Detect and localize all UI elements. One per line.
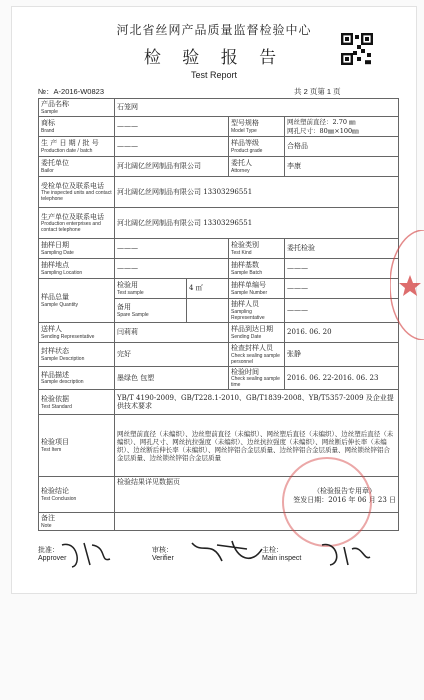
row-sender: [39, 322, 399, 342]
value-production-date: ———: [115, 137, 229, 157]
value-bailor: 河北阔亿丝网制品有限公司: [115, 157, 229, 177]
label-bailor: 委托单位 Bailor: [39, 157, 115, 177]
label-quantity: 样品总量 Sample Quantity: [39, 279, 115, 323]
label-model: 型号规格 Model Type: [229, 117, 285, 137]
value-sampling-date: ———: [115, 239, 229, 259]
side-seal: [390, 230, 424, 340]
value-production-unit: 河北阔亿丝网制品有限公司 13303296551: [115, 208, 399, 239]
label-brand: 商标 Brand: [39, 117, 115, 137]
row-product: [39, 99, 399, 117]
report-subtitle: Test Report: [190, 70, 238, 80]
label-check-time: 检验时间 Check sealing sample time: [229, 366, 285, 390]
label-sender: 送样人 Sending Representative: [39, 322, 115, 342]
value-standard: YB/T 4190-2009、GB/T228.1-2010、GB/T1839-2008、YB/T5357-2009 及企业提供技术要求: [115, 390, 399, 415]
label-sampling-location: 抽样地点 Sampling Location: [39, 259, 115, 279]
value-inspected-unit: 河北阔亿丝网制品有限公司 13303296551: [115, 177, 399, 208]
issue-date: 签发日期：2016 年 06 月 23 日: [293, 495, 397, 504]
value-test-kind: 委托检验: [285, 239, 399, 259]
label-production-unit: 生产单位及联系电话 Production enterprises and contact telephone: [39, 208, 115, 239]
approver-label: 批准： Approver: [38, 547, 67, 562]
row-sampling-date: [39, 239, 399, 259]
report-sheet: [11, 6, 417, 594]
label-test-kind: 检验类别 Test Kind: [229, 239, 285, 259]
value-spare-sample: [187, 299, 229, 323]
verifier-label: 审核： Verifier: [152, 547, 174, 562]
inspector-label: 主检： Main inspect: [262, 547, 302, 562]
label-note: 备注 Note: [39, 513, 115, 531]
value-items: 网丝塑前直径（未编织）、边丝塑前直径（未编织）、网丝塑后直径（未编织）、边丝塑后直径（未编织）、网孔尺寸、网丝抗拉强度（未编织）、边丝抗拉强度（未编织）、网丝断后伸长率（未编织）、边丝断后伸长率（未编织）、网丝锌铝合金层质量、边丝锌铝合金层质量、网丝锁丝锌铝合金层质量、边丝锁丝锌铝合金层质量: [115, 415, 399, 477]
label-spare-sample: 备用 Spare Sample: [115, 299, 187, 323]
label-test-sample: 检验用 Test sample: [115, 279, 187, 299]
value-attorney: 李康: [285, 157, 399, 177]
label-standard: 检验依据 Test Standard: [39, 390, 115, 415]
label-sampling-date: 抽样日期 Sampling Date: [39, 239, 115, 259]
row-bailor: [39, 157, 399, 177]
value-seal-person: 张静: [285, 342, 399, 366]
row-production-unit: [39, 208, 399, 239]
value-check-time: 2016. 06. 22-2016. 06. 23: [285, 366, 399, 390]
handwritten-signatures: [52, 535, 372, 571]
value-sending-date: 2016. 06. 20: [285, 322, 399, 342]
label-product: 产品名称 Sample: [39, 99, 115, 117]
inspection-stamp: [282, 457, 372, 547]
label-sampling-rep: 抽样人员 Sampling Representative: [229, 299, 285, 323]
label-sending-date: 样品到达日期 Sending Date: [229, 322, 285, 342]
value-seal: 完好: [115, 342, 229, 366]
label-conclusion: 检验结论 Test Conclusion: [39, 477, 115, 513]
value-sampling-location: ———: [115, 259, 229, 279]
value-description: 墨绿色 包塑: [115, 366, 229, 390]
value-product: 石笼网: [115, 99, 399, 117]
row-inspected-unit: [39, 177, 399, 208]
conclusion-text: 检验结果详见数据页: [117, 478, 180, 487]
label-items: 检验项目 Test Item: [39, 415, 115, 477]
value-brand: ———: [115, 117, 229, 137]
row-seal: [39, 342, 399, 366]
organization-name: 河北省丝网产品质量监督检验中心: [116, 23, 312, 37]
label-sample-batch: 抽样基数 Sample Batch: [229, 259, 285, 279]
row-description: [39, 366, 399, 390]
label-description: 样品描述 Sample description: [39, 366, 115, 390]
label-seal: 封样状态 Sample Description: [39, 342, 115, 366]
row-brand: [39, 117, 399, 137]
value-sample-batch: ———: [285, 259, 399, 279]
label-inspected-unit: 受检单位及联系电话 The inspected units and contact telephone: [39, 177, 115, 208]
row-sampling-location: [39, 259, 399, 279]
label-sample-number: 抽样单编号 Sample Number: [229, 279, 285, 299]
value-model: 网丝塑前直径：2.70 ㎜ 网孔尺寸：80㎜×100㎜: [285, 117, 399, 137]
label-grade: 样品等级 Product grade: [229, 137, 285, 157]
row-production-date: [39, 137, 399, 157]
label-attorney: 委托人 Attorney: [229, 157, 285, 177]
stamp-caption: （检验报告专用章）: [313, 487, 377, 495]
label-production-date: 生 产 日 期 / 批 号 Production date / batch: [39, 137, 115, 157]
value-test-sample: 4 ㎡: [187, 279, 229, 299]
row-quantity-test: [39, 279, 399, 299]
page-info: 共 2 页第 1 页: [294, 87, 341, 96]
value-sampling-rep: ———: [285, 299, 399, 323]
report-title: 检 验 报 告: [143, 48, 285, 68]
row-standard: [39, 390, 399, 415]
qr-code: [341, 33, 373, 65]
value-sender: 闫莉莉: [115, 322, 229, 342]
value-grade: 合格品: [285, 137, 399, 157]
value-sample-number: ———: [285, 279, 399, 299]
report-number: №：A-2016-W0823: [38, 87, 104, 96]
label-seal-person: 检查封样人员 Check sealing sample personnel: [229, 342, 285, 366]
